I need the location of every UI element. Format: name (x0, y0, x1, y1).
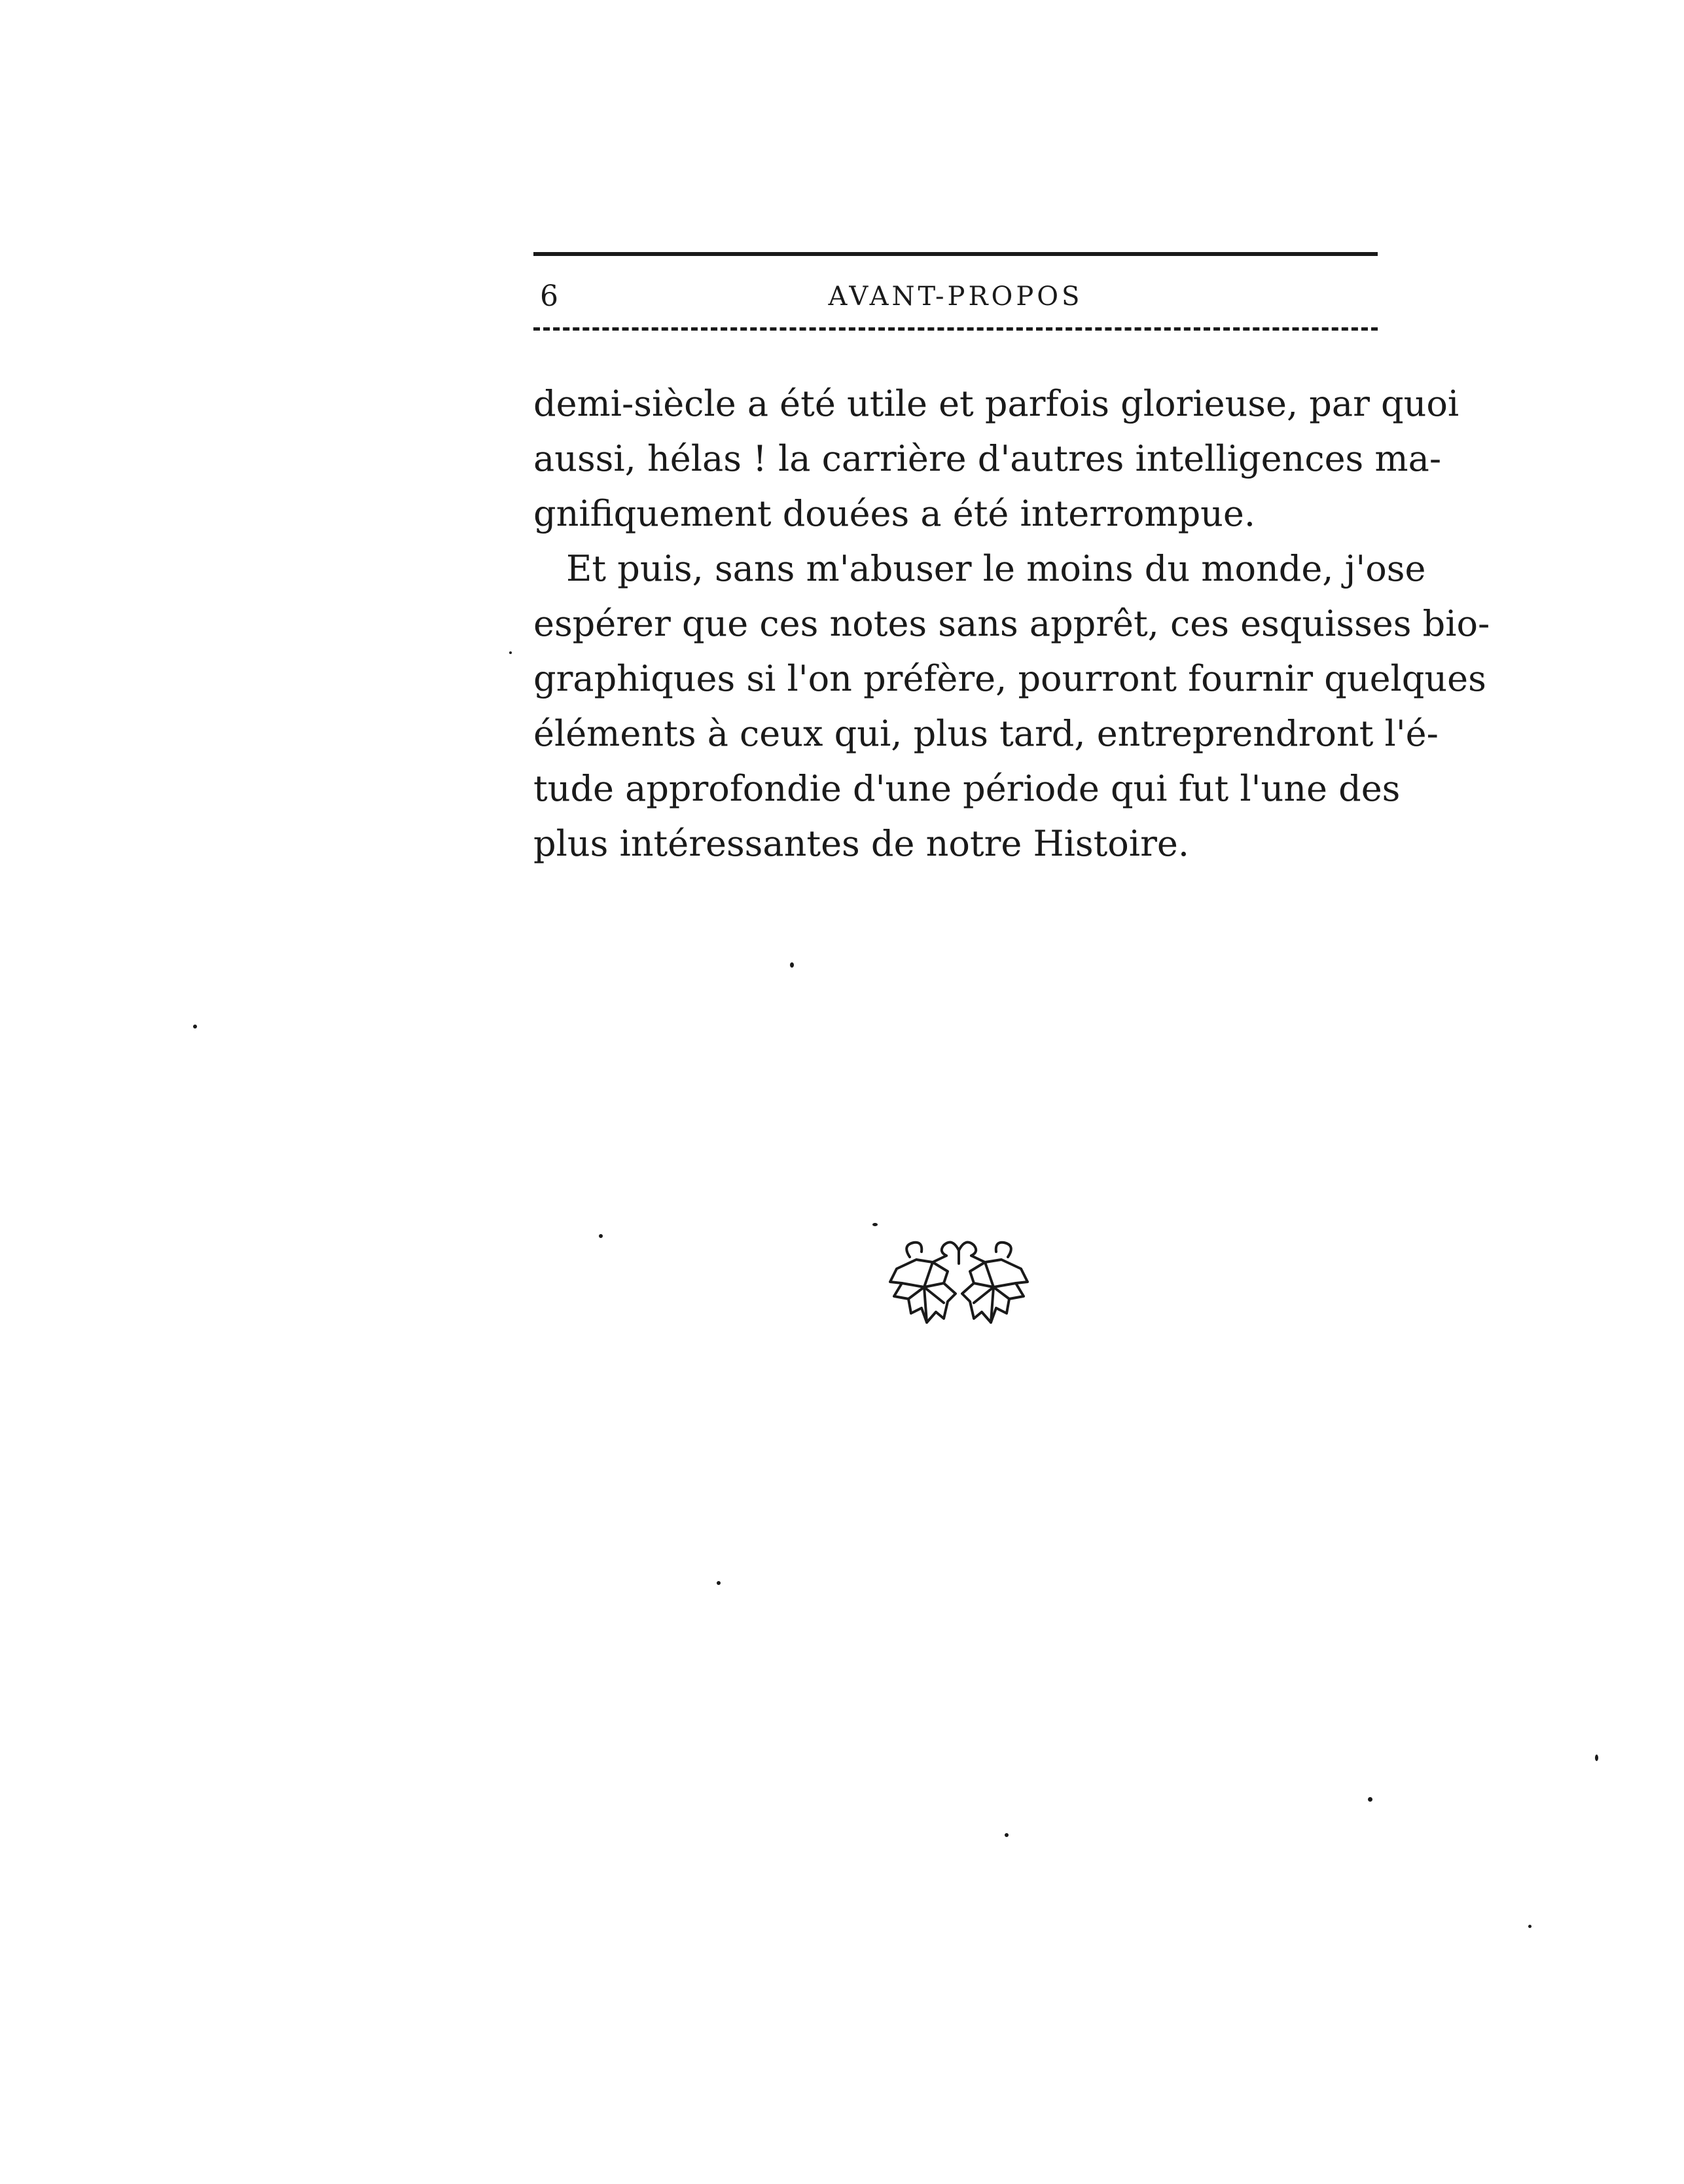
ink-speck (790, 962, 794, 968)
ink-speck (509, 651, 512, 654)
text-line: éléments à ceux qui, plus tard, entreprendront l'é- (533, 713, 1439, 754)
text-line: Et puis, sans m'abuser le moins du monde, j'ose (566, 548, 1426, 589)
ink-speck (599, 1234, 603, 1238)
ink-speck (1595, 1755, 1598, 1761)
text-line: plus intéressantes de notre Histoire. (533, 823, 1190, 864)
page-number: 6 (540, 280, 558, 313)
text-line: tude approfondie d'une période qui fut l'une des (533, 768, 1401, 809)
ink-speck (193, 1025, 197, 1028)
header-rule-bottom (533, 327, 1378, 331)
grape-leaf-fleuron-icon (870, 1231, 1047, 1336)
ink-speck (717, 1581, 721, 1585)
text-line: espérer que ces notes sans apprêt, ces esquisses bio- (533, 603, 1490, 644)
running-head (533, 272, 1378, 318)
text-line: gnifiquement douées a été interrompue. (533, 493, 1256, 534)
header-rule-top (533, 252, 1378, 256)
ink-speck (1368, 1797, 1372, 1802)
ink-speck (872, 1223, 878, 1226)
text-line: aussi, hélas ! la carrière d'autres intelligences ma- (533, 438, 1442, 479)
paragraph-2 (533, 541, 1490, 871)
paragraph-1 (533, 376, 1460, 541)
body-text (533, 376, 1490, 871)
text-line: graphiques si l'on préfère, pourront fournir quelques (533, 658, 1486, 699)
text-line: demi-siècle a été utile et parfois glorieuse, par quoi (533, 383, 1460, 424)
running-head-title: AVANT-PROPOS (828, 282, 1083, 312)
ink-speck (1528, 1925, 1532, 1928)
ink-speck (1005, 1833, 1009, 1837)
